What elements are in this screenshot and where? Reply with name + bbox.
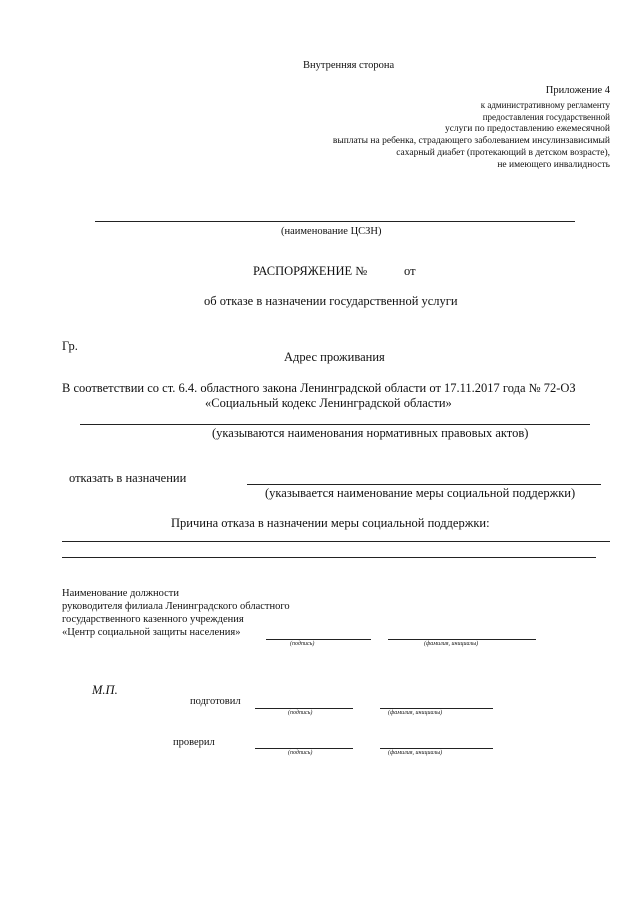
appendix-line: выплаты на ребенка, страдающего заболеванием инсулинзависимый: [332, 136, 610, 146]
name-caption: (фамилия, инициалы): [424, 641, 479, 647]
checked-name-line: [380, 748, 493, 749]
signature-caption: (подпись): [290, 641, 315, 647]
appendix-line: не имеющего инвалидность: [497, 160, 610, 170]
reason-label: Причина отказа в назначении меры социальной поддержки:: [171, 516, 490, 530]
appendix-line: услуги по предоставлению ежемесячной: [444, 124, 610, 134]
head-title-line: «Центр социальной защиты населения»: [62, 627, 241, 638]
checked-signature-line: [255, 748, 353, 749]
basis-line: «Социальный кодекс Ленинградской области»: [205, 396, 452, 410]
measure-caption: (указывается наименование меры социальной поддержки): [265, 486, 576, 500]
czsn-caption: (наименование ЦСЗН): [281, 226, 382, 237]
signature-caption: (подпись): [288, 710, 313, 716]
measure-line: [247, 484, 601, 485]
appendix-title: Приложение 4: [545, 85, 610, 96]
refuse-label: отказать в назначении: [69, 471, 187, 485]
acts-line: [80, 424, 590, 425]
basis-line: В соответствии со ст. 6.4. областного закона Ленинградской области от 17.11.2017 года № 72-ОЗ: [62, 381, 576, 395]
acts-caption: (указываются наименования нормативных правовых актов): [212, 426, 529, 440]
signature-caption: (подпись): [288, 750, 313, 756]
head-title-line: Наименование должности: [62, 588, 179, 599]
head-title-line: государственного казенного учреждения: [62, 614, 244, 625]
checked-label: проверил: [173, 737, 215, 748]
order-from: от: [404, 264, 416, 278]
side-label: Внутренняя сторона: [303, 60, 395, 71]
order-subject: об отказе в назначении государственной услуги: [204, 294, 458, 308]
czsn-name-line: [95, 221, 575, 222]
name-caption: (фамилия, инициалы): [388, 750, 443, 756]
appendix-line: сахарный диабет (протекающий в детском возрасте),: [396, 148, 610, 158]
head-title-line: руководителя филиала Ленинградского областного: [62, 601, 290, 612]
citizen-label: Гр.: [62, 339, 78, 353]
prepared-name-line: [380, 708, 493, 709]
reason-line: [62, 541, 610, 542]
stamp-place: М.П.: [92, 683, 118, 697]
order-title: РАСПОРЯЖЕНИЕ №: [253, 264, 368, 278]
reason-line: [62, 557, 596, 558]
head-signature-line: [266, 639, 371, 640]
address-label: Адрес проживания: [284, 350, 385, 364]
appendix-line: предоставления государственной: [482, 112, 610, 122]
appendix-line: к административному регламенту: [480, 100, 610, 110]
prepared-label: подготовил: [190, 696, 241, 707]
name-caption: (фамилия, инициалы): [388, 710, 443, 716]
prepared-signature-line: [255, 708, 353, 709]
head-name-line: [388, 639, 536, 640]
